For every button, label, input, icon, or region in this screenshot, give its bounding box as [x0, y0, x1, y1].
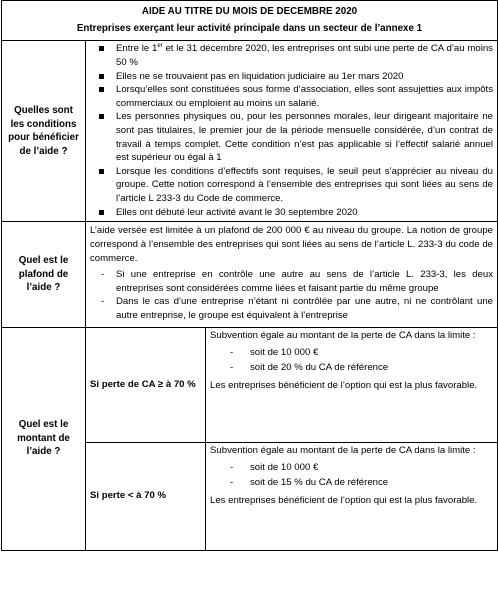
dash-bullet: -: [230, 476, 234, 488]
square-bullet-icon: [99, 46, 104, 51]
square-bullet-icon: [99, 114, 104, 119]
table-subtitle: Entreprises exerçant leur activité principale dans un secteur de l’annexe 1: [76, 22, 423, 34]
table-header: [2, 1, 498, 41]
square-bullet-icon: [99, 87, 104, 92]
list-item: [90, 268, 493, 295]
plafond-list: [90, 268, 493, 322]
list-item: [210, 346, 493, 360]
list-item: [90, 165, 493, 206]
aid-table: [1, 0, 498, 551]
dash-bullet: -: [230, 462, 234, 474]
condition-high-loss: Si perte de CA ≥ à 70 %: [86, 327, 206, 442]
amount-option: soit de 20 % du CA de référence: [250, 361, 389, 373]
conditions-question: Quelles sont les conditions pour bénéficier de l’aide ?: [2, 41, 86, 222]
amount-high-loss: [206, 327, 498, 442]
condition-text: Les personnes physiques ou, pour les personnes morales, leur dirigeant majoritaire ne sont pas titulaires, le premier jour de la période mensuelle considérée, d’un contrat de travail à temps complet. Cette condition n’est pas applicable si l’effectif salarié annuel est supérieur ou égal à 1: [116, 111, 493, 164]
list-item: [90, 295, 493, 322]
dash-bullet: -: [230, 361, 234, 373]
condition-text: Lorsque les conditions d’effectifs sont requises, le seuil peut s’apprécier au niveau du groupe. Cette notion correspond à l’ensemble des entreprises qui sont liées au sens de l’article L 233-3 du Code de commerce.: [116, 165, 493, 205]
table-title: AIDE AU TITRE DU MOIS DE DECEMBRE 2020: [141, 6, 358, 17]
amount-intro: Subvention égale au montant de la perte de CA dans la limite :: [210, 329, 476, 341]
list-item: [90, 70, 493, 84]
amount-note: Les entreprises bénéficient de l’option qui est la plus favorable.: [210, 495, 478, 507]
plafond-text: Si une entreprise en contrôle une autre au sens de l’article L. 233-3, les deux entreprises sont considérées comme liées et faisant partie du même groupe: [116, 269, 493, 294]
amount-options: [210, 461, 493, 489]
condition-text: Elles ont débuté leur activité avant le 30 septembre 2020: [116, 206, 358, 218]
plafond-content: [86, 222, 498, 327]
dash-bullet: -: [101, 269, 105, 281]
conditions-row: [2, 41, 498, 222]
conditions-content: [86, 41, 498, 222]
amount-option: soit de 10 000 €: [250, 462, 319, 474]
condition-text: Lorsqu’elles sont constituées sous forme d’association, elles sont assujetties aux impôts commerciaux ou emploient au moins un salarié.: [116, 84, 493, 109]
montant-question: Quel est le montant de l’aide ?: [2, 327, 86, 550]
condition-text: Elles ne se trouvaient pas en liquidation judiciaire au 1er mars 2020: [116, 70, 404, 82]
amount-note: Les entreprises bénéficient de l’option qui est la plus favorable.: [210, 380, 478, 392]
conditions-list: [90, 42, 493, 219]
header-row: [2, 1, 498, 41]
list-item: [90, 110, 493, 164]
condition-low-loss: Si perte < à 70 %: [86, 442, 206, 550]
plafond-question: Quel est le plafond de l’aide ?: [2, 222, 86, 327]
amount-option: soit de 10 000 €: [250, 347, 319, 359]
list-item: [210, 361, 493, 375]
montant-row-1: [2, 327, 498, 442]
condition-text: Entre le 1er et le 31 décembre 2020, les entreprises ont subi une perte de CA d’au moins 50 %: [116, 43, 493, 68]
list-item: [210, 461, 493, 475]
square-bullet-icon: [99, 74, 104, 79]
amount-option: soit de 15 % du CA de référence: [250, 476, 389, 488]
dash-bullet: -: [230, 347, 234, 359]
amount-options: [210, 346, 493, 374]
list-item: [90, 206, 493, 220]
amount-low-loss: [206, 442, 498, 550]
square-bullet-icon: [99, 169, 104, 174]
plafond-intro: L’aide versée est limitée à un plafond de 200 000 € au niveau du groupe. La notion de groupe correspond à l’ensemble des entreprises qui sont liées au sens de l’article L. 233-3 du code de commerce.: [90, 225, 493, 264]
square-bullet-icon: [99, 210, 104, 215]
list-item: [90, 42, 493, 69]
plafond-row: [2, 222, 498, 327]
amount-intro: Subvention égale au montant de la perte de CA dans la limite :: [210, 444, 476, 456]
plafond-text: Dans le cas d’une entreprise n’étant ni contrôlée par une autre, ni ne contrôlant une autre entreprise, le groupe est équivalent à l’entreprise: [116, 296, 493, 321]
list-item: [90, 83, 493, 110]
list-item: [210, 476, 493, 490]
dash-bullet: -: [101, 296, 105, 308]
